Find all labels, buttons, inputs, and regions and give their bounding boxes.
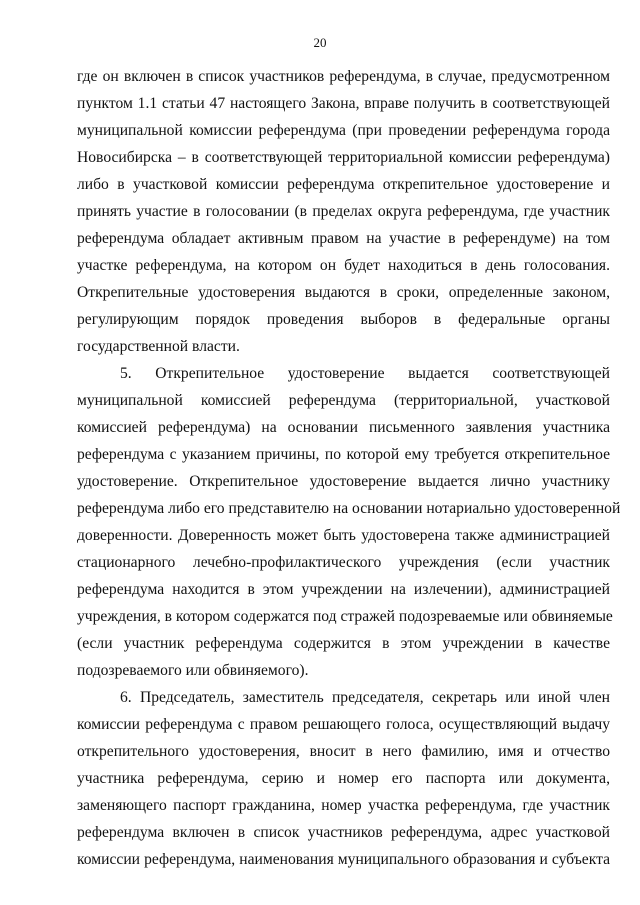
text-line: либо в участковой комиссии референдума открепительное удостоверение и xyxy=(77,176,610,193)
text-line: (если участник референдума содержится в этом учреждении в качестве xyxy=(77,635,610,652)
text-line: стационарного лечебно-профилактического учреждения (если участник xyxy=(77,554,610,571)
text-line: пунктом 1.1 статьи 47 настоящего Закона, вправе получить в соответствующей xyxy=(77,95,610,112)
text-line: референдума либо его представителю на основании нотариально удостоверенной xyxy=(77,500,621,517)
text-line: принять участие в голосовании (в пределах округа референдума, где участник xyxy=(77,203,610,220)
text-line: муниципальной комиссии референдума (при проведении референдума города xyxy=(77,122,610,139)
text-line: участке референдума, на котором он будет находиться в день голосования. xyxy=(77,257,610,274)
text-line: регулирующим порядок проведения выборов в федеральные органы xyxy=(77,311,610,328)
text-line: учреждения, в котором содержатся под стражей подозреваемые или обвиняемые xyxy=(77,608,613,625)
text-line: удостоверение. Открепительное удостоверение выдается лично участнику xyxy=(77,473,610,490)
text-line: референдума включен в список участников референдума, адрес участковой xyxy=(77,824,610,841)
text-line: где он включен в список участников референдума, в случае, предусмотренном xyxy=(77,68,610,85)
text-line: референдума с указанием причины, по которой ему требуется открепительное xyxy=(77,446,610,463)
text-line: комиссией референдума) на основании письменного заявления участника xyxy=(77,419,610,436)
text-line: доверенности. Доверенность может быть удостоверена также администрацией xyxy=(77,527,610,544)
paragraph-6-first-line: 6. Председатель, заместитель председателя, секретарь или иной член xyxy=(120,689,610,706)
text-line: открепительного удостоверения, вносит в него фамилию, имя и отчество xyxy=(77,743,610,760)
text-line: участника референдума, серию и номер его паспорта или документа, xyxy=(77,770,610,787)
text-line: референдума находится в этом учреждении на излечении), администрацией xyxy=(77,581,610,598)
text-line: подозреваемого или обвиняемого). xyxy=(77,662,309,679)
text-line: муниципальной комиссией референдума (территориальной, участковой xyxy=(77,392,610,409)
text-line: заменяющего паспорт гражданина, номер участка референдума, где участник xyxy=(77,797,610,814)
text-line: Новосибирска – в соответствующей территориальной комиссии референдума) xyxy=(77,149,610,166)
page-number: 20 xyxy=(313,35,327,50)
text-line: референдума обладает активным правом на участие в референдуме) на том xyxy=(77,230,610,247)
text-line: государственной власти. xyxy=(77,338,240,355)
text-line: комиссии референдума с правом решающего голоса, осуществляющий выдачу xyxy=(77,716,610,733)
text-line: Открепительные удостоверения выдаются в сроки, определенные законом, xyxy=(77,284,610,301)
text-line: комиссии референдума, наименования муниципального образования и субъекта xyxy=(77,851,610,868)
paragraph-5-first-line: 5. Открепительное удостоверение выдается соответствующей xyxy=(120,365,610,382)
